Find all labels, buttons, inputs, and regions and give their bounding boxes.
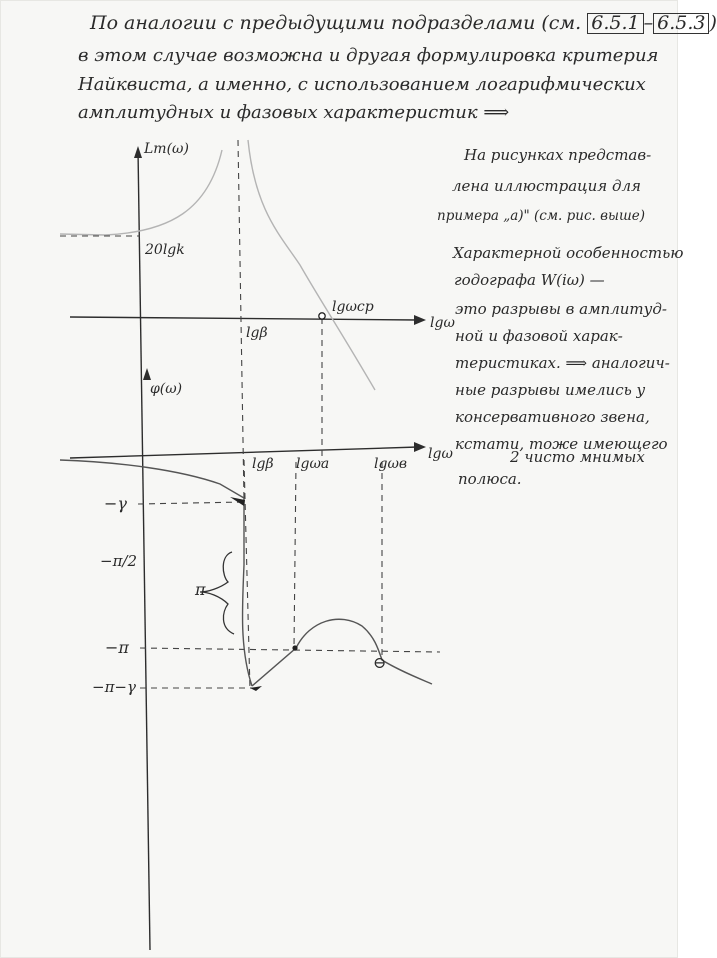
phase-x-arrow: [414, 442, 426, 452]
tick-minus-pi-half: −π/2: [100, 552, 138, 570]
amplitude-break-label: lgβ: [246, 325, 268, 341]
side-note-line: примера „а)" (см. рис. выше): [437, 208, 645, 224]
y-axis: [138, 150, 150, 950]
jump-size-label: π: [195, 580, 206, 599]
side-note-line: На рисунках представ-: [464, 146, 652, 164]
wa-point: [292, 645, 297, 650]
amplitude-axis-label: Lm(ω): [144, 141, 189, 157]
phase-arrow-1: [230, 497, 245, 506]
phase-axis-label: φ(ω): [150, 381, 183, 397]
crossover-label: lgωср: [332, 299, 374, 315]
phase-curve-start: [60, 460, 244, 498]
side-note-line-polusa: полюса.: [458, 470, 522, 488]
intro-line-2: в этом случае возможна и другая формулировка критерия: [78, 45, 659, 66]
phase-curve-end: [252, 619, 432, 686]
side-note-line: консервативного звена,: [455, 408, 650, 426]
phase-axis-arrow: [143, 368, 151, 380]
intro-text-part1: По аналогии с предыдущими подразделами (см.: [90, 12, 582, 34]
amp-x-arrow: [414, 315, 426, 325]
amplitude-left-branch: [60, 150, 222, 235]
level-label-20lgk: 20lgk: [145, 242, 185, 258]
phase-x-label: lgω: [428, 446, 453, 462]
dashed-wa-drop: [294, 462, 296, 648]
y-axis-arrow: [134, 146, 142, 158]
section-ref-end: 6.5.3: [653, 13, 709, 34]
side-note-line: годографа W(iω) —: [454, 271, 605, 289]
phase-wb-label: lgωв: [374, 456, 408, 472]
wb-marker-label: ⊖: [373, 653, 387, 672]
phase-x-axis: [70, 447, 418, 458]
tick-minus-pi-minus-gamma: −π−γ: [92, 678, 136, 696]
side-note-line: лена иллюстрация для: [452, 177, 641, 195]
dashed-lgbeta-amp: [238, 140, 244, 500]
intro-line-4: амплитудных и фазовых характеристик ⟹: [78, 102, 510, 123]
phase-wa-label: lgωа: [296, 456, 330, 472]
section-ref-start: 6.5.1: [587, 13, 643, 34]
intro-line-3: Найквиста, а именно, с использованием логарифмических: [78, 74, 646, 95]
amplitude-x-label: lgω: [430, 315, 455, 331]
crossover-point: [319, 313, 325, 319]
dashed-minus-pi: [140, 648, 440, 652]
side-note-line: это разрывы в амплитуд-: [455, 300, 667, 318]
ref-separator: –: [643, 12, 654, 34]
tick-minus-gamma: −γ: [104, 494, 127, 513]
side-note-line: кстати, тоже имеющего: [455, 435, 668, 453]
amplitude-right-branch: [248, 140, 375, 390]
side-note-line: ные разрывы имелись у: [455, 381, 646, 399]
intro-text-part2: ): [709, 12, 717, 34]
phase-break-label: lgβ: [252, 456, 274, 472]
side-note-line-mnim: 2 чисто мнимых: [510, 448, 645, 466]
side-note-line: Характерной особенностью: [453, 244, 684, 262]
side-note-line: ной и фазовой харак-: [455, 327, 623, 345]
side-note-line: теристиках. ⟹ аналогич-: [455, 354, 670, 372]
phase-arrow-2: [250, 686, 262, 691]
dashed-minus-gamma: [138, 502, 245, 504]
tick-minus-pi: −π: [105, 638, 129, 657]
amplitude-x-axis: [70, 317, 418, 320]
